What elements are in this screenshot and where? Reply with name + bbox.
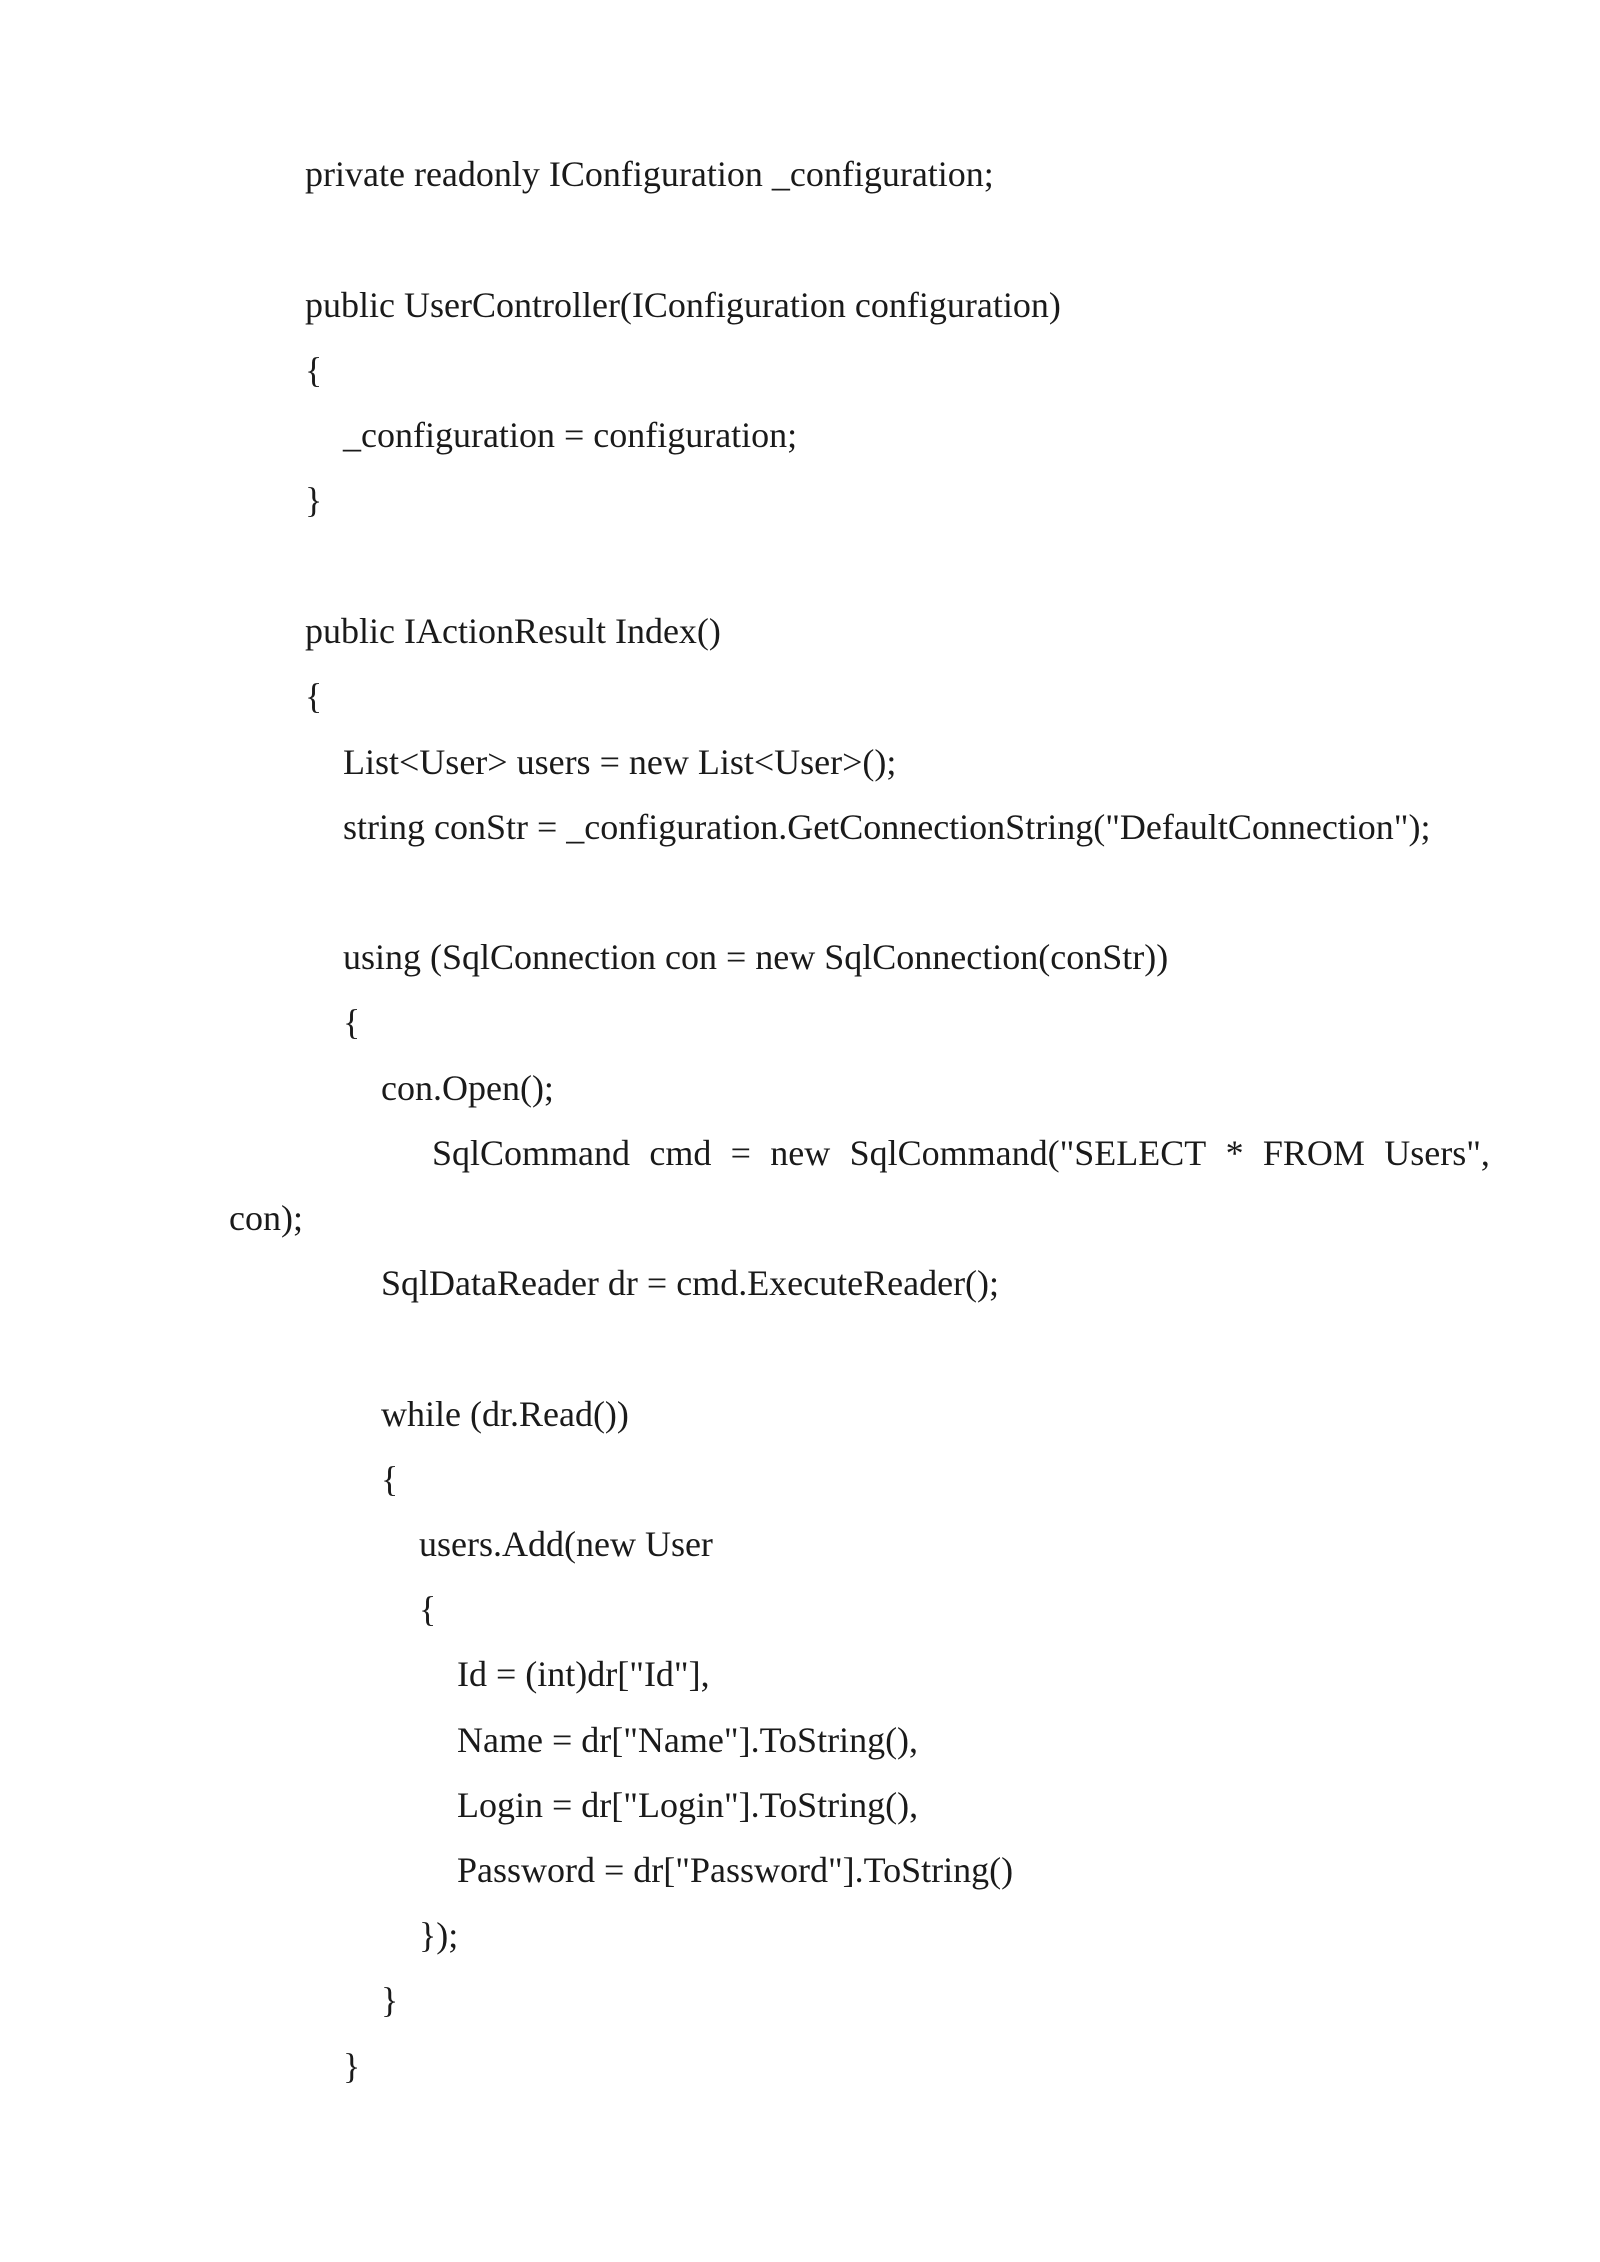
code-line-field-declaration: private readonly IConfiguration _configuration; bbox=[305, 154, 994, 194]
code-line-open-brace: { bbox=[343, 1002, 361, 1042]
code-line-close-brace: } bbox=[305, 480, 323, 520]
code-line-connection-string: string conStr = _configuration.GetConnectionString("DefaultConnection"); bbox=[343, 807, 1431, 847]
code-line-open-brace: { bbox=[305, 676, 323, 716]
code-line-close-initializer: }); bbox=[419, 1915, 459, 1955]
code-line-while-loop: while (dr.Read()) bbox=[381, 1394, 629, 1434]
sql-command-word: = bbox=[730, 1133, 751, 1173]
code-line-open-connection: con.Open(); bbox=[381, 1068, 554, 1108]
code-line-close-brace: } bbox=[343, 2046, 361, 2086]
sql-command-word: FROM bbox=[1262, 1133, 1365, 1173]
code-line-wrapped-con: con); bbox=[229, 1198, 303, 1238]
code-line-data-reader: SqlDataReader dr = cmd.ExecuteReader(); bbox=[381, 1263, 1000, 1303]
sql-command-word: SqlCommand bbox=[432, 1133, 631, 1173]
sql-command-word: new bbox=[770, 1133, 831, 1173]
code-line-open-brace: { bbox=[305, 350, 323, 390]
code-line-list-declaration: List<User> users = new List<User>(); bbox=[343, 742, 897, 782]
code-line-assignment: _configuration = configuration; bbox=[343, 415, 798, 455]
code-line-sql-command bbox=[432, 1131, 1490, 1175]
code-line-open-brace: { bbox=[381, 1459, 399, 1499]
sql-command-word: * bbox=[1225, 1133, 1244, 1173]
sql-command-word: cmd bbox=[649, 1133, 712, 1173]
code-line-index-signature: public IActionResult Index() bbox=[305, 611, 721, 651]
code-line-open-brace: { bbox=[419, 1589, 437, 1629]
code-line-close-brace: } bbox=[381, 1980, 399, 2020]
sql-command-word: Users", bbox=[1384, 1133, 1490, 1173]
sql-command-word: SqlCommand("SELECT bbox=[849, 1133, 1207, 1173]
code-line-name-field: Name = dr["Name"].ToString(), bbox=[457, 1720, 919, 1760]
code-line-using-statement: using (SqlConnection con = new SqlConnection(conStr)) bbox=[343, 937, 1169, 977]
code-line-password-field: Password = dr["Password"].ToString() bbox=[457, 1850, 1014, 1890]
code-line-constructor-signature: public UserController(IConfiguration configuration) bbox=[305, 285, 1061, 325]
code-line-id-field: Id = (int)dr["Id"], bbox=[457, 1654, 710, 1694]
code-line-users-add: users.Add(new User bbox=[419, 1524, 713, 1564]
code-line-login-field: Login = dr["Login"].ToString(), bbox=[457, 1785, 919, 1825]
